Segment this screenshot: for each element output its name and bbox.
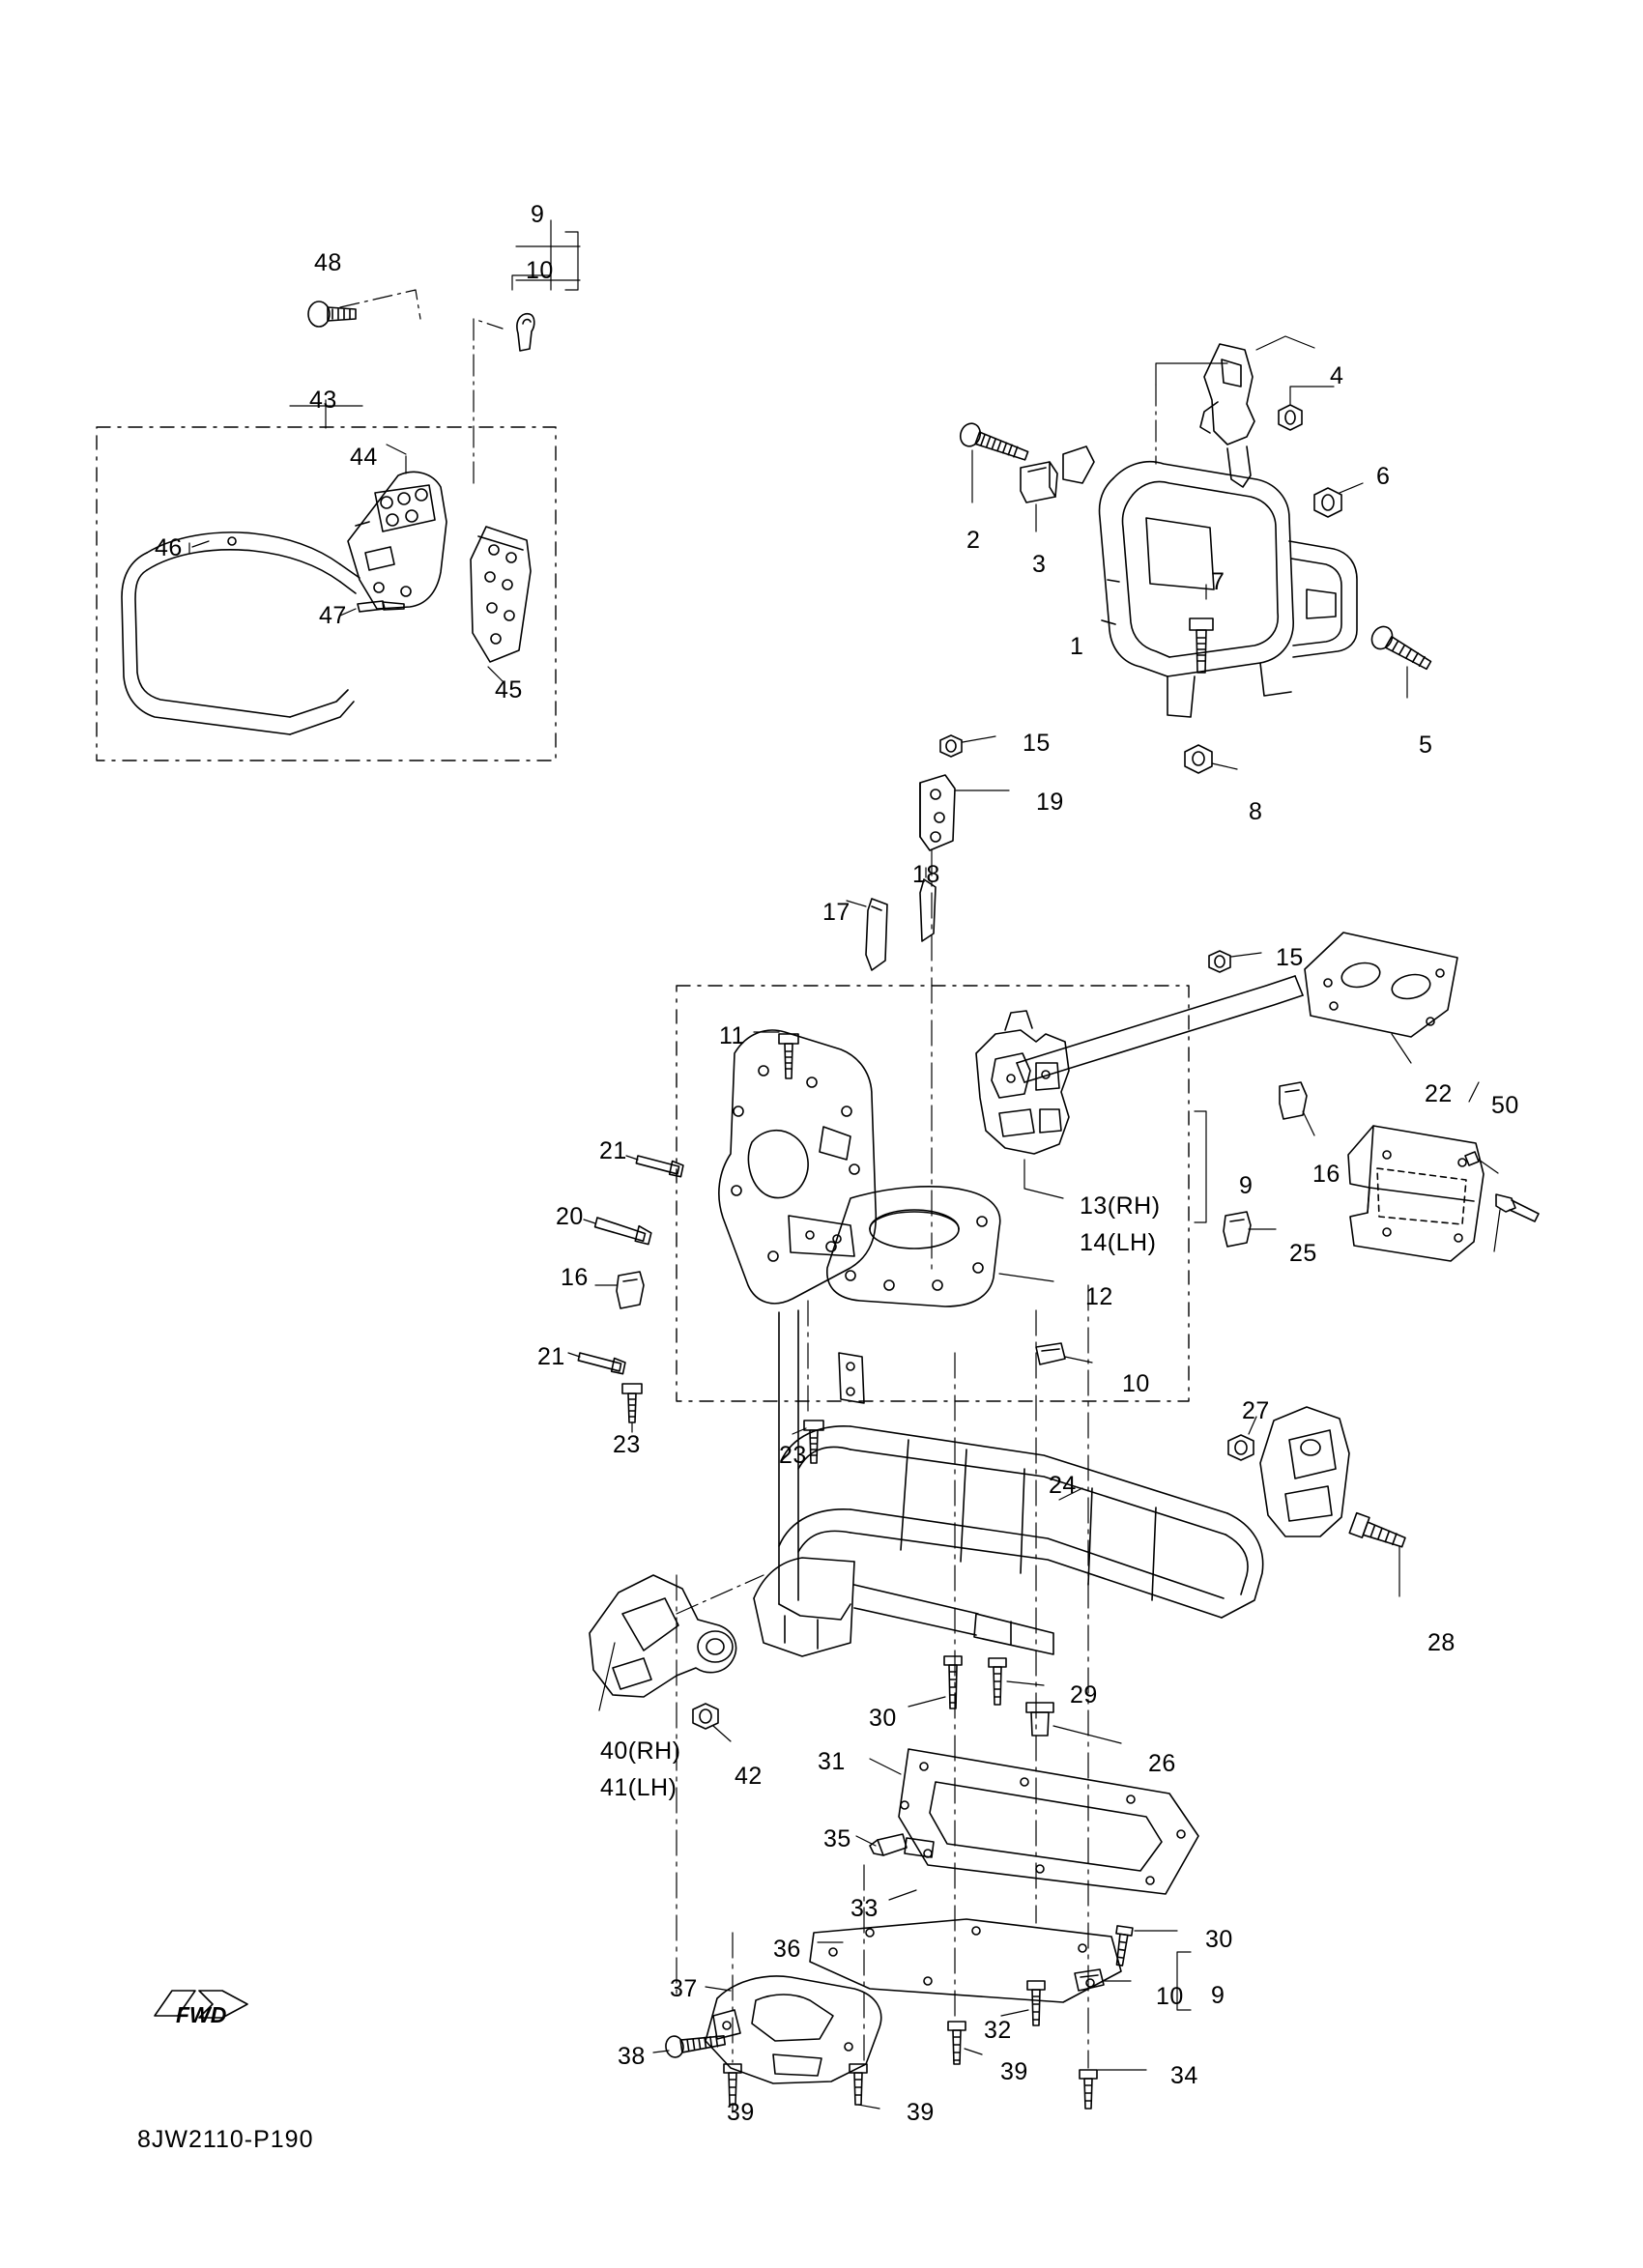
- callout-12: 12: [1085, 1283, 1113, 1310]
- callout-21b: 21: [537, 1343, 565, 1370]
- fwd-label: FWD: [176, 2002, 227, 2027]
- callout-15a: 15: [1023, 730, 1051, 757]
- callout-10b: 10: [1122, 1370, 1150, 1397]
- callout-40-rh: 40(RH): [600, 1737, 681, 1765]
- callout-31: 31: [818, 1748, 846, 1775]
- callout-36: 36: [773, 1936, 801, 1963]
- callout-4: 4: [1330, 362, 1344, 389]
- callout-32: 32: [984, 2017, 1012, 2044]
- callout-1: 1: [1070, 633, 1084, 660]
- callout-6: 6: [1376, 463, 1391, 490]
- callout-48: 48: [314, 249, 342, 276]
- callout-35: 35: [823, 1825, 851, 1852]
- callout-15b: 15: [1276, 944, 1304, 971]
- callout-38: 38: [618, 2043, 646, 2070]
- callout-5: 5: [1419, 732, 1433, 759]
- callout-14-lh: 14(LH): [1080, 1229, 1157, 1256]
- callout-7: 7: [1211, 568, 1225, 595]
- callout-43: 43: [309, 387, 337, 414]
- callout-24: 24: [1049, 1472, 1077, 1499]
- callout-37: 37: [670, 1975, 698, 2002]
- callout-23b: 23: [779, 1442, 807, 1469]
- callout-25: 25: [1289, 1240, 1317, 1267]
- callout-20: 20: [556, 1203, 584, 1230]
- callout-39a: 39: [1000, 2058, 1028, 2085]
- callout-22: 22: [1425, 1080, 1453, 1107]
- callout-44: 44: [350, 444, 378, 471]
- callout-8: 8: [1249, 798, 1263, 825]
- callout-50: 50: [1491, 1092, 1519, 1119]
- callout-41-lh: 41(LH): [600, 1774, 677, 1801]
- callout-29: 29: [1070, 1681, 1098, 1708]
- callout-33: 33: [850, 1895, 879, 1922]
- callout-2: 2: [966, 527, 981, 554]
- callout-26: 26: [1148, 1750, 1176, 1777]
- callout-13-rh: 13(RH): [1080, 1192, 1161, 1220]
- callout-11: 11: [719, 1022, 745, 1049]
- callout-46: 46: [155, 534, 183, 561]
- callout-9c: 9: [1211, 1982, 1225, 2009]
- callout-39c: 39: [907, 2099, 935, 2126]
- callout-10a: 10: [526, 257, 554, 284]
- callout-17: 17: [822, 899, 850, 926]
- callout-3: 3: [1032, 551, 1047, 578]
- callout-30a: 30: [869, 1705, 897, 1732]
- callout-21a: 21: [599, 1137, 627, 1164]
- callout-16b: 16: [1312, 1161, 1340, 1188]
- callout-16a: 16: [561, 1264, 589, 1291]
- callout-9b: 9: [1239, 1172, 1254, 1199]
- callout-18: 18: [912, 861, 940, 888]
- callout-28: 28: [1427, 1629, 1456, 1656]
- callout-42: 42: [735, 1763, 763, 1790]
- callout-45: 45: [495, 676, 523, 703]
- callout-30b: 30: [1205, 1926, 1233, 1953]
- part-code: 8JW2110-P190: [137, 2126, 314, 2153]
- callout-23a: 23: [613, 1431, 641, 1458]
- callout-27: 27: [1242, 1397, 1270, 1424]
- callout-34: 34: [1170, 2062, 1198, 2089]
- callout-10c: 10: [1156, 1983, 1184, 2010]
- callout-47: 47: [319, 602, 347, 629]
- callout-9a: 9: [531, 201, 545, 228]
- callout-19: 19: [1036, 789, 1064, 816]
- callout-39b: 39: [727, 2099, 755, 2126]
